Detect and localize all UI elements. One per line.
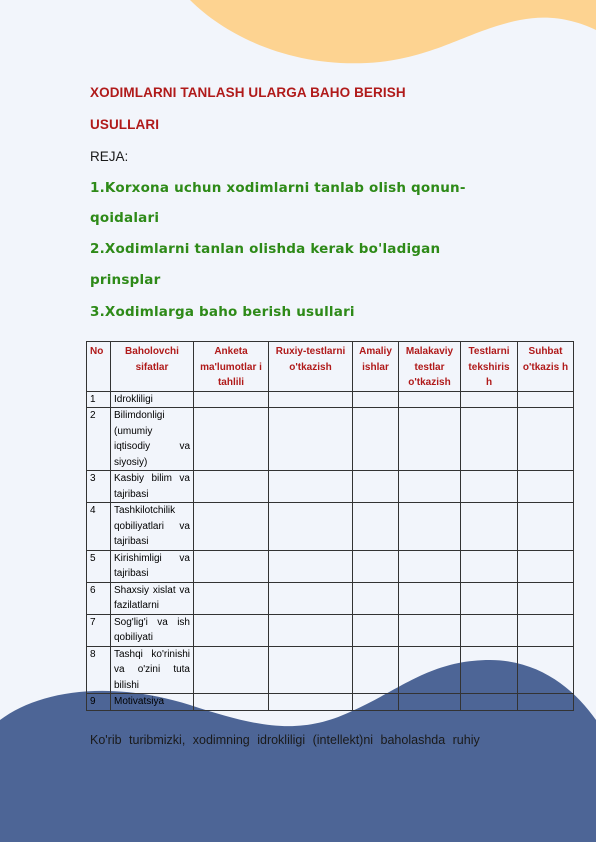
table-row: 9 Motivatsiya xyxy=(87,694,574,711)
plan-item-2-line-2: prinsplar xyxy=(90,272,161,288)
header-psych-tests: Ruxiy-testlarni o'tkazish xyxy=(269,342,353,392)
table-row: 4 Tashkilotchilik qobiliyatlari va tajribasi xyxy=(87,503,574,551)
header-qualification-tests: Malakaviy testlar o'tkazish xyxy=(399,342,461,392)
plan-item-2-line-1: 2.Xodimlarni tanlan olishda kerak bo'ladigan xyxy=(90,241,441,257)
document-title-line-1: XODIMLARNI TANLASH ULARGA BAHO BERISH xyxy=(90,85,406,100)
header-qualities: Baholovchi sifatlar xyxy=(111,342,194,392)
plan-label: REJA: xyxy=(90,149,129,164)
footer-paragraph: Ko'rib turibmizki, xodimning idrokliligi (intellekt)ni baholashda ruhiy xyxy=(90,733,480,747)
header-questionnaire: Anketa ma'lumotlar i tahlili xyxy=(194,342,269,392)
document-title-line-2: USULLARI xyxy=(90,117,160,132)
evaluation-table xyxy=(86,341,574,711)
header-interview: Suhbat o'tkazis h xyxy=(518,342,574,392)
plan-item-3: 3.Xodimlarga baho berish usullari xyxy=(90,304,355,320)
table-row: 8 Tashqi ko'rinishi va o'zini tuta bilishi xyxy=(87,646,574,694)
table-header-row xyxy=(87,342,574,392)
table-row: 7 Sog'lig'i va ish qobiliyati xyxy=(87,614,574,646)
table-row: 2 Bilimdonligi (umumiy iqtisodiy va siyosiy) xyxy=(87,408,574,471)
plan-item-1-line-1: 1.Korxona uchun xodimlarni tanlab olish qonun- xyxy=(90,180,466,196)
table-row: 1 Idrokliligi xyxy=(87,391,574,408)
header-no: No xyxy=(87,342,111,392)
table-row: 3 Kasbiy bilim va tajribasi xyxy=(87,471,574,503)
plan-item-1-line-2: qoidalari xyxy=(90,210,160,226)
header-test-checking: Testlarni tekshiris h xyxy=(461,342,518,392)
header-practical-work: Amaliy ishlar xyxy=(353,342,399,392)
table-row: 6 Shaxsiy xislat va fazilatlarni xyxy=(87,582,574,614)
table-row: 5 Kirishimligi va tajribasi xyxy=(87,550,574,582)
